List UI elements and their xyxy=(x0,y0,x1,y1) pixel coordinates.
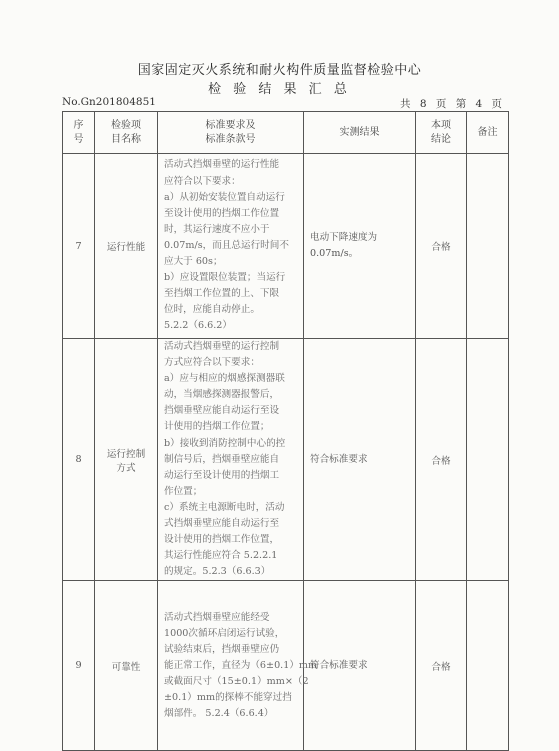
row-result: 符合标准要求 xyxy=(304,339,416,581)
row-standard: 活动式挡烟垂壁的运行性能 应符合以下要求： a）从初始安装位置自动运行 至设计使用的挡烟工作位置 时，其运行速度不应小于 0.07m/s，而且总运行时间不 应大于 60s； b）应设置限位装置；当运行 至挡烟工作位置的上、下限 位时，应能自动停止。 5.2.2（6.6.2） xyxy=(158,154,304,339)
col-header-standard: 标准要求及 标准条款号 xyxy=(158,112,304,154)
table-row xyxy=(63,154,509,339)
report-title: 国家固定灭火系统和耐火构件质量监督检验中心 xyxy=(137,63,422,78)
table-row xyxy=(63,339,509,581)
table-row xyxy=(63,581,509,751)
row-conclusion: 合格 xyxy=(416,581,467,751)
row-standard: 活动式挡烟垂壁应能经受 1000次循环启闭运行试验， 试验结束后，挡烟垂壁应仍 能正常工作，直径为（6±0.1）mm 或截面尺寸（15±0.1）mm×（2 ±0.1）mm的探棒不能穿过挡 烟部件。 5.2.4（6.6.4） xyxy=(158,581,304,751)
page-info: 共 8 页 第 4 页 xyxy=(400,98,503,110)
col-header-result: 实测结果 xyxy=(304,112,416,154)
row-result: 符合标准要求 xyxy=(304,581,416,751)
row-conclusion: 合格 xyxy=(416,339,467,581)
row-seq: 7 xyxy=(63,154,95,339)
row-item: 运行控制 方式 xyxy=(95,339,158,581)
document-number: No.Gn201804851 xyxy=(62,96,156,108)
col-header-conclusion: 本项 结论 xyxy=(416,112,467,154)
table-header-row xyxy=(63,112,509,154)
row-result: 电动下降速度为 0.07m/s。 xyxy=(304,154,416,339)
row-seq: 9 xyxy=(63,581,95,751)
row-note xyxy=(467,154,509,339)
report-subtitle: 检 验 结 果 汇 总 xyxy=(208,82,351,97)
results-table xyxy=(62,111,509,751)
col-header-item: 检验项 目名称 xyxy=(95,112,158,154)
row-standard: 活动式挡烟垂壁的运行控制 方式应符合以下要求： a）应与相应的烟感探测器联 动，当烟感探测器报警后， 挡烟垂壁应能自动运行至设 计使用的挡烟工作位置； b）接收到消防控制中心的控 制信号后，挡烟垂壁应能自 动运行至设计使用的挡烟工 作位置； c）系统主电源断电时，活动 式挡烟垂壁应能自动运行至 设计使用的挡烟工作位置， 其运行性能应符合 5.2.2.1 的规定。5.2.3（6.6.3） xyxy=(158,339,304,581)
row-note xyxy=(467,339,509,581)
row-item: 可靠性 xyxy=(95,581,158,751)
row-conclusion: 合格 xyxy=(416,154,467,339)
row-seq: 8 xyxy=(63,339,95,581)
row-note xyxy=(467,581,509,751)
row-item: 运行性能 xyxy=(95,154,158,339)
col-header-note: 备注 xyxy=(467,112,509,154)
col-header-seq: 序 号 xyxy=(63,112,95,154)
